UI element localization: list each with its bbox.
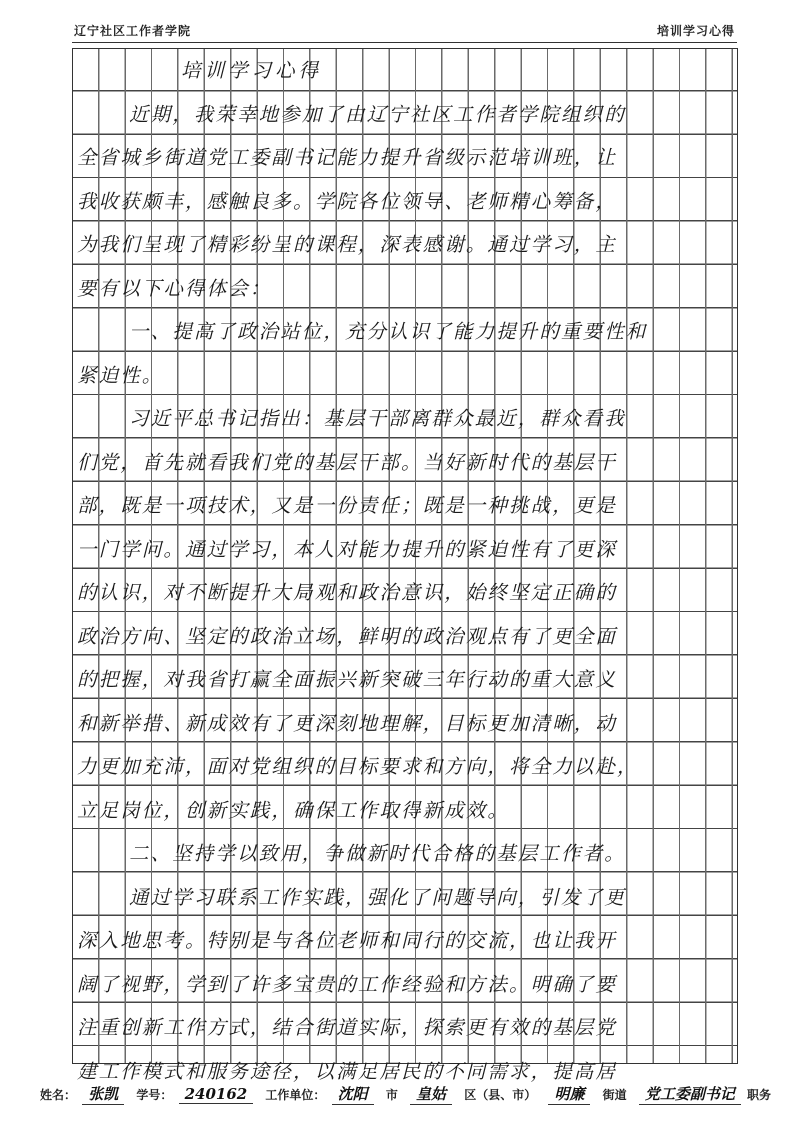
- position-value: 党工委副书记: [639, 1083, 741, 1105]
- manuscript-line: 建工作模式和服务途径，以满足居民的不同需求，提高居: [77, 1059, 618, 1083]
- manuscript-line: 紧迫性。: [77, 363, 164, 387]
- manuscript-lines: [73, 49, 737, 1093]
- manuscript-line: 一门学问。通过学习，本人对能力提升的紧迫性有了更深: [77, 537, 618, 561]
- manuscript-line: 力更加充沛，面对党组织的目标要求和方向，将全力以赴，: [77, 755, 639, 778]
- manuscript-line: 近期，我荣幸地参加了由辽宁社区工作者学院组织的: [129, 102, 626, 126]
- manuscript-line: 我收获颇丰，感触良多。学院各位领导、老师精心筹备，: [77, 189, 618, 213]
- header-document-type: 培训学习心得: [656, 24, 735, 38]
- signature-footer: [40, 1083, 771, 1105]
- section-heading: 二、坚持学以致用，争做新时代合格的基层工作者。: [129, 842, 626, 865]
- header-school-name: 辽宁社区工作者学院: [74, 24, 192, 38]
- street-suffix: 街道: [602, 1088, 627, 1102]
- city-suffix: 市: [385, 1088, 398, 1102]
- manuscript-line: 要有以下心得体会：: [77, 276, 272, 300]
- manuscript-line: 和新举措、新成效有了更深刻地理解，目标更加清晰，动: [77, 711, 618, 735]
- manuscript-line: 注重创新工作方式，结合街道实际，探索更有效的基层党: [77, 1016, 618, 1039]
- manuscript-line: 部，既是一项技术，又是一份责任；既是一种挑战，更是: [77, 494, 618, 517]
- essay-title: 培训学习心得: [181, 59, 323, 82]
- manuscript-line: 通过学习联系工作实践，强化了问题导向，引发了更: [129, 885, 626, 909]
- student-id-label: 学号：: [136, 1088, 173, 1102]
- manuscript-line: 全省城乡街道党工委副书记能力提升省级示范培训班，让: [77, 146, 618, 169]
- manuscript-line: 的把握，对我省打赢全面振兴新突破三年行动的重大意义: [77, 668, 618, 691]
- work-unit-label: 工作单位：: [265, 1088, 326, 1102]
- manuscript-line: 习近平总书记指出：基层干部离群众最近，群众看我: [129, 407, 626, 430]
- manuscript-line: 立足岗位，创新实践，确保工作取得新成效。: [77, 798, 510, 822]
- manuscript-sheet: [72, 48, 738, 1083]
- manuscript-line: 深入地思考。特别是与各位老师和同行的交流，也让我开: [77, 929, 618, 952]
- manuscript-line: 政治方向、坚定的政治立场，鲜明的政治观点有了更全面: [77, 624, 618, 648]
- manuscript-line: 为我们呈现了精彩纷呈的课程，深表感谢。通过学习，主: [77, 233, 618, 256]
- manuscript-line: 们党，首先就看我们党的基层干部。当好新时代的基层干: [77, 450, 618, 474]
- city-value: 沈阳: [332, 1083, 374, 1105]
- district-value: 皇姑: [410, 1083, 452, 1105]
- district-suffix: 区（县、市）: [464, 1088, 537, 1102]
- manuscript-line: 的认识，对不断提升大局观和政治意识，始终坚定正确的: [77, 581, 618, 604]
- header-divider: [72, 42, 737, 43]
- manuscript-line: 阔了视野，学到了许多宝贵的工作经验和方法。明确了要: [77, 972, 618, 996]
- section-heading: 一、提高了政治站位，充分认识了能力提升的重要性和: [129, 320, 648, 343]
- position-suffix: 职务: [747, 1088, 772, 1102]
- student-id-value: 240162: [179, 1085, 254, 1104]
- name-value: 张凯: [82, 1083, 124, 1105]
- street-value: 明廉: [548, 1083, 590, 1105]
- name-label: 姓名：: [40, 1088, 77, 1102]
